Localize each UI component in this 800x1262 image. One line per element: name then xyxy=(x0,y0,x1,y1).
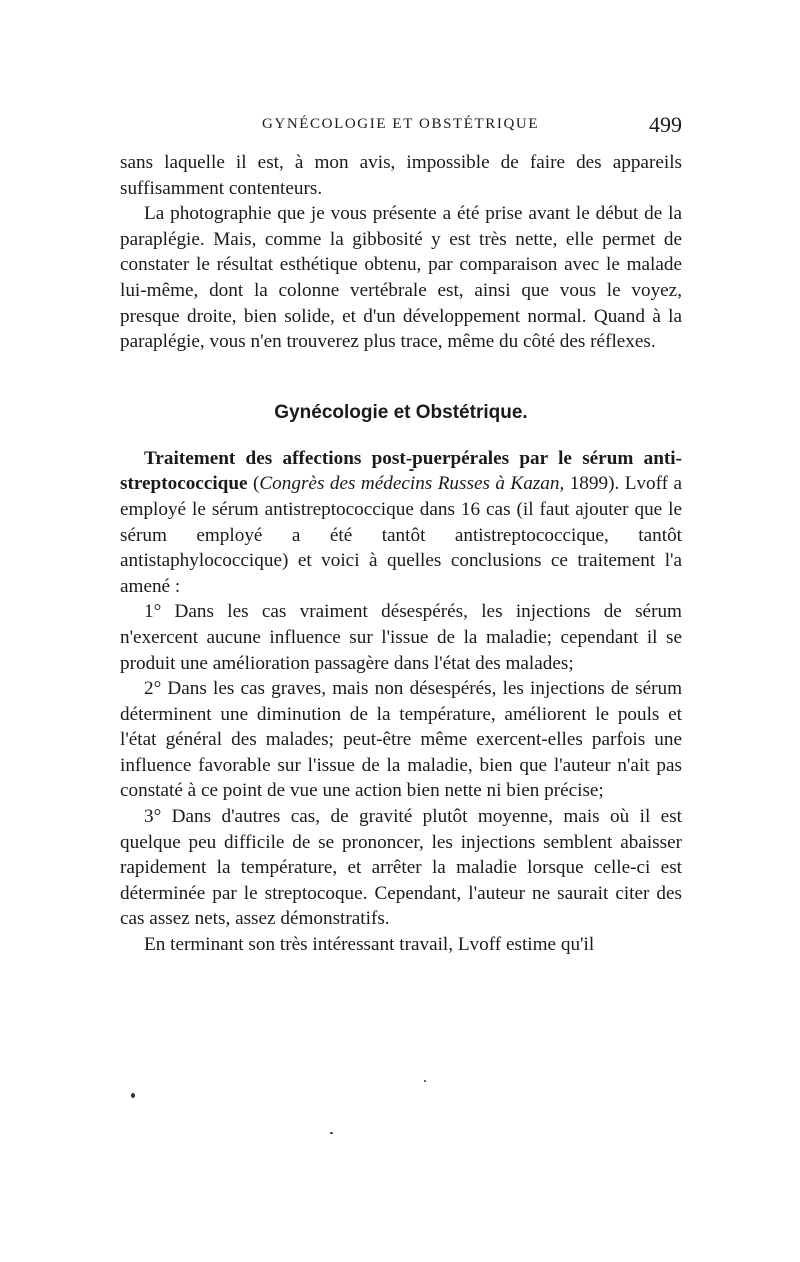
page-body xyxy=(120,150,682,958)
ink-speck xyxy=(131,1093,135,1098)
conclusion-point-1: 1° Dans les cas vraiment désespérés, les injections de sérum n'exercent aucune influence sur l'issue de la maladie; cependant il se produit une amélioration passagère dans l'état des malades; xyxy=(120,601,682,674)
paragraph-photograph: La photographie que je vous présente a été prise avant le début de la paraplégie. Mais, comme la gibbosité y est très nette, elle permet de constater le résultat esthétique obtenu, par comparaison avec le malade lui-même, dont la colonne vertébrale est, ainsi que vous le voyez, presque droite, bien solide, et d'un développement normal. Quand à la paraplégie, vous n'en trouverez plus trace, même du côté des réflexes. xyxy=(120,203,682,353)
running-header xyxy=(120,112,682,142)
article-intro xyxy=(120,446,682,600)
page-number: 499 xyxy=(649,112,682,137)
ink-speck xyxy=(424,1080,426,1082)
intro-text: 1899). Lvoff a employé le sérum antistreptococcique dans 16 cas (il faut ajouter que le sérum employé a été tantôt antistreptococcique, tantôt antistaphylococcique) et voici à quelles conclusions ce traitement l'a amené : xyxy=(120,473,683,597)
running-title: GYNÉCOLOGIE ET OBSTÉTRIQUE xyxy=(262,116,540,132)
conclusion-point-3: 3° Dans d'autres cas, de gravité plutôt moyenne, mais où il est quelque peu difficile de se prononcer, les injections semblent abaisser rapidement la température, et arrêter la maladie lorsque celle-ci est déterminée par le streptocoque. Cependant, l'auteur ne saurait citer des cas assez nets, assez démonstratifs. xyxy=(120,806,682,930)
ink-speck xyxy=(330,1132,333,1134)
paragraph-continuation: sans laquelle il est, à mon avis, impossible de faire des appareils suffisamment contenteurs. xyxy=(120,152,682,199)
citation: Congrès des médecins Russes à Kazan, xyxy=(259,473,565,495)
conclusion-point-2: 2° Dans les cas graves, mais non désespérés, les injections de sérum déterminent une diminution de la température, améliorent le pouls et l'état général des malades; peut-être même exercent-elles parfois une influence favorable sur l'issue de la maladie, bien que l'auteur n'ait pas constaté à ce point de vue une action bien nette ni bien précise; xyxy=(120,678,682,802)
ink-speck xyxy=(409,469,414,471)
article-title: Traitement des affections post-puerpérales par le sérum anti-streptococcique xyxy=(120,447,682,495)
closing-paragraph: En terminant son très intéressant travail, Lvoff estime qu'il xyxy=(144,934,595,956)
citation-open: ( xyxy=(247,473,260,495)
section-heading: Gynécologie et Obstétrique. xyxy=(274,401,528,423)
